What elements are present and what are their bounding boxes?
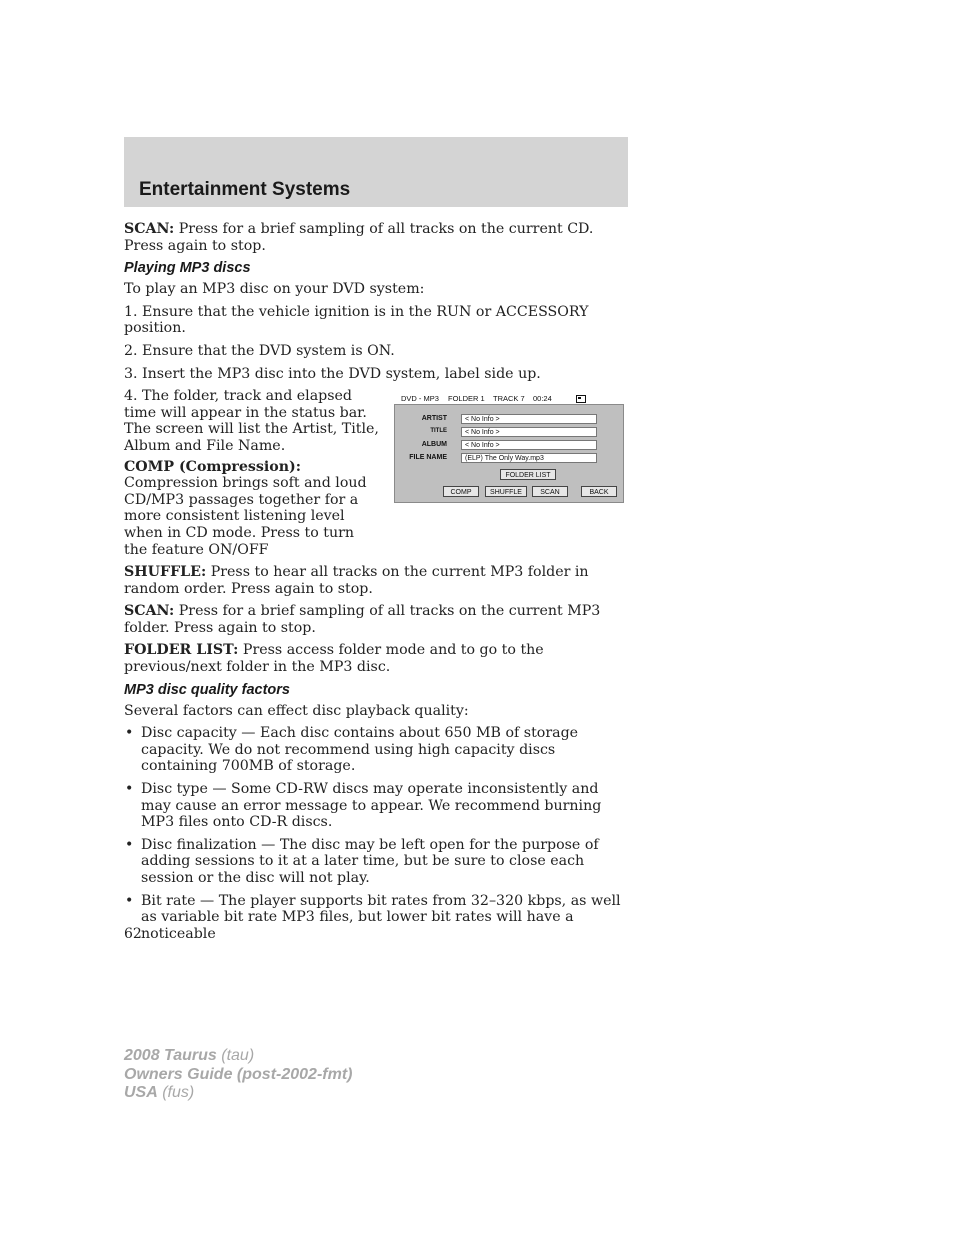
comp-button[interactable]: COMP	[443, 486, 479, 497]
term-description: Press for a brief sampling of all tracks on the current CD. Press again to stop.	[124, 221, 594, 254]
info-panel	[394, 404, 624, 503]
footer-line-3	[124, 1084, 352, 1103]
folder-label: FOLDER 1	[448, 394, 485, 403]
shuffle-button[interactable]: SHUFFLE	[485, 486, 527, 497]
shuffle-description: Press to hear all tracks on the current MP3 folder in random order. Press again to stop.	[124, 564, 589, 597]
time-label: 00:24	[533, 394, 552, 403]
bullet-glyph: •	[125, 836, 134, 853]
folder-list-button[interactable]: FOLDER LIST	[500, 469, 556, 480]
step-1: 1. Ensure that the vehicle ignition is in the RUN or ACCESSORY position.	[124, 303, 589, 337]
mode-label: DVD - MP3	[401, 394, 439, 403]
quality-lead: Several factors can effect disc playback quality:	[124, 702, 469, 719]
shuffle-paragraph	[124, 564, 628, 597]
file-name-field: (ELP) The Only Way.mp3	[461, 453, 597, 463]
disc-flag-icon	[576, 395, 586, 403]
list-item-text: Disc finalization — The disc may be left open for the purpose of adding sessions to it at a later time, but be sure to close each session or the disc will not play.	[141, 836, 599, 886]
footer-market-code: (fus)	[157, 1084, 195, 1101]
comp-term: COMP (Compression):	[124, 458, 301, 475]
section-title: Entertainment Systems	[139, 179, 351, 200]
list-item	[124, 837, 628, 887]
list-item-text: Disc capacity — Each disc contains about 650 MB of storage capacity. We do not recommend using high capacity discs containing 700MB of storage.	[141, 725, 579, 775]
footer	[124, 1047, 352, 1103]
list-item	[124, 781, 628, 831]
scan-term: SCAN:	[124, 603, 175, 620]
album-label: ALBUM	[421, 441, 447, 448]
album-field: < No Info >	[461, 440, 597, 450]
intro-scan-paragraph	[124, 221, 628, 254]
section-header-band	[124, 137, 628, 207]
subheading-playing-mp3: Playing MP3 discs	[124, 260, 251, 277]
artist-label: ARTIST	[421, 415, 447, 422]
step-3: 3. Insert the MP3 disc into the DVD system, label side up.	[124, 365, 541, 382]
subheading-quality-factors: MP3 disc quality factors	[124, 681, 290, 698]
file-name-label: FILE NAME	[409, 454, 447, 461]
scan-description: Press for a brief sampling of all tracks on the current MP3 folder. Press again to stop.	[124, 603, 601, 636]
step-4: 4. The folder, track and elapsed time will appear in the status bar. The screen will list the Artist, Title, Album and File Name.	[124, 388, 379, 454]
comp-description	[124, 475, 376, 558]
back-button[interactable]: BACK	[581, 486, 617, 497]
folder-list-description: Press access folder mode and to go to the previous/next folder in the MP3 disc.	[124, 642, 544, 676]
footer-line-1	[124, 1047, 352, 1066]
step-2: 2. Ensure that the DVD system is ON.	[124, 342, 395, 359]
term-label: SCAN:	[124, 221, 175, 237]
artist-field: < No Info >	[461, 414, 597, 424]
folder-list-term: FOLDER LIST:	[124, 642, 239, 659]
bullet-glyph: •	[125, 725, 134, 742]
scan-paragraph	[124, 603, 628, 636]
page-number: 62	[124, 926, 142, 942]
footer-guide: Owners Guide (post-2002-fmt)	[124, 1065, 353, 1083]
shuffle-term: SHUFFLE:	[124, 564, 207, 581]
bullet-glyph: •	[125, 781, 134, 798]
footer-model: 2008 Taurus	[124, 1047, 217, 1064]
footer-model-code: (tau)	[216, 1047, 255, 1064]
list-item-text: Bit rate — The player supports bit rates from 32–320 kbps, as well as variable bit rate MP3 files, but lower bit rates will have a noticeable	[141, 892, 621, 942]
track-label: TRACK 7	[493, 394, 525, 403]
footer-market: USA	[124, 1084, 158, 1101]
list-item-text: Disc type — Some CD-RW discs may operate inconsistently and may cause an error message to appear. We recommend burning MP3 files onto CD-R discs.	[141, 781, 602, 831]
mp3-lead: To play an MP3 disc on your DVD system:	[124, 281, 425, 298]
footer-line-2	[124, 1066, 352, 1085]
list-item	[124, 893, 628, 943]
title-label: TITLE	[430, 428, 447, 434]
comp-description-text: Compression brings soft and loud CD/MP3 passages together for a more consistent listening level when in CD mode. Press to turn the feature ON/OFF	[124, 475, 367, 558]
folder-list-paragraph	[124, 642, 628, 675]
bullet-glyph: •	[125, 892, 134, 909]
scan-button[interactable]: SCAN	[532, 486, 568, 497]
quality-list	[124, 725, 628, 942]
title-field: < No Info >	[461, 427, 597, 437]
list-item	[124, 725, 628, 775]
mp3-screen-figure	[392, 392, 623, 503]
page-content	[124, 221, 628, 948]
